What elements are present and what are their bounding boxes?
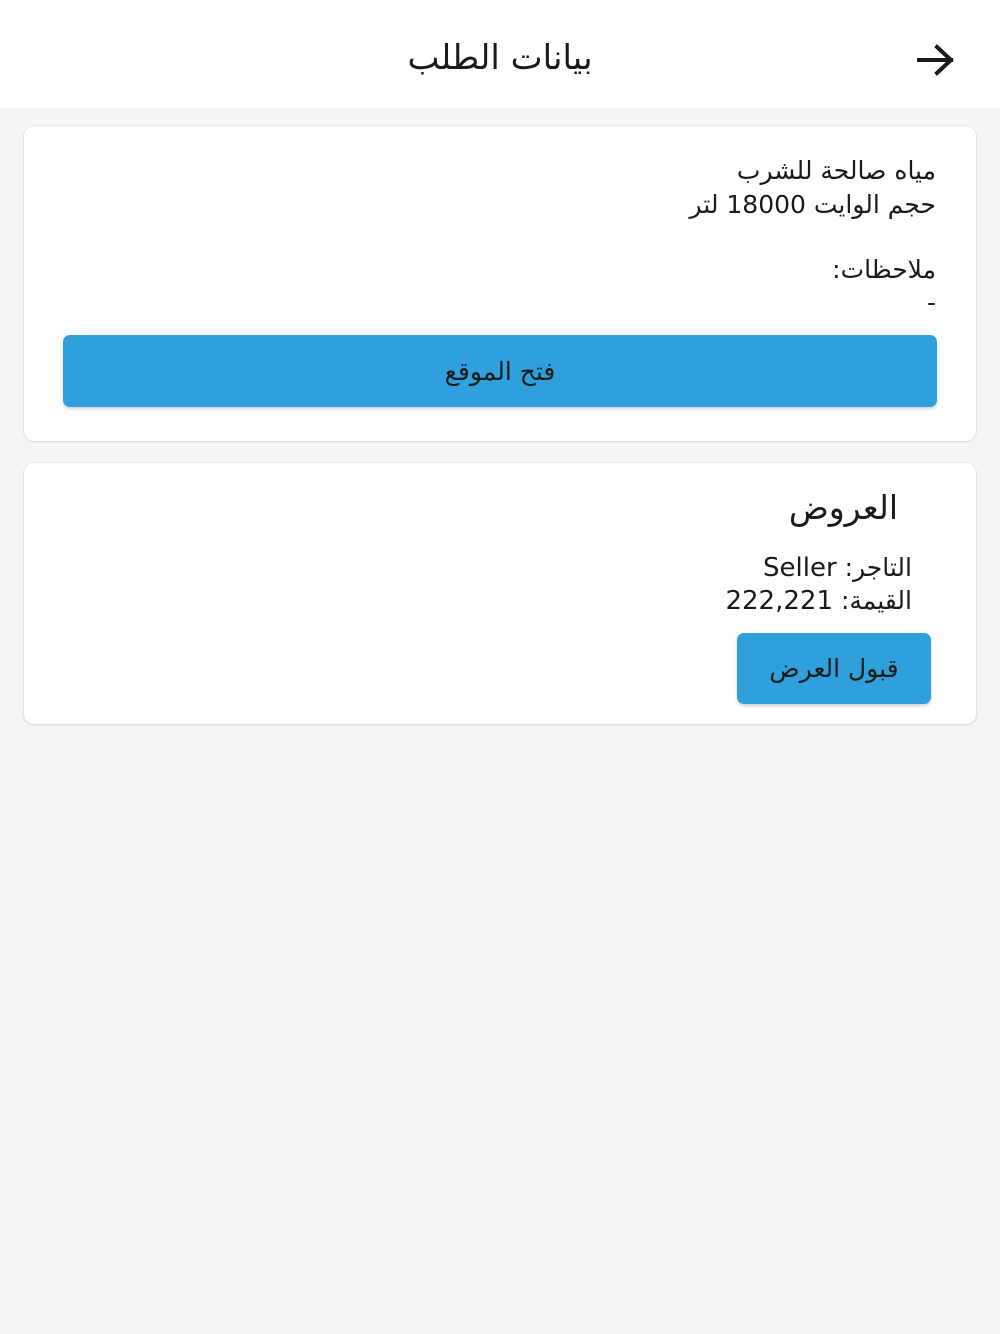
order-details-card (24, 126, 976, 441)
arrow-right-icon (915, 43, 957, 77)
notes-value: - (926, 288, 936, 317)
accept-offer-label: قبول العرض (769, 654, 899, 683)
offer-seller (763, 551, 912, 585)
price-label: القيمة: (840, 586, 912, 615)
offer-price (725, 584, 912, 618)
open-location-button[interactable] (63, 335, 937, 407)
tank-volume: حجم الوايت 18000 لتر (689, 190, 936, 219)
seller-value: Seller (763, 553, 837, 583)
app-bar (0, 0, 1000, 108)
back-button[interactable] (904, 36, 968, 84)
accept-offer-button[interactable] (737, 633, 931, 704)
page-title: بيانات الطلب (407, 38, 593, 78)
notes-label: ملاحظات: (832, 255, 936, 284)
open-location-label: فتح الموقع (444, 356, 556, 386)
price-value: 222,221 (725, 586, 833, 616)
seller-label: التاجر: (844, 553, 912, 582)
offers-card (24, 463, 976, 724)
offers-title: العروض (788, 488, 898, 527)
product-name: مياه صالحة للشرب (736, 156, 936, 185)
